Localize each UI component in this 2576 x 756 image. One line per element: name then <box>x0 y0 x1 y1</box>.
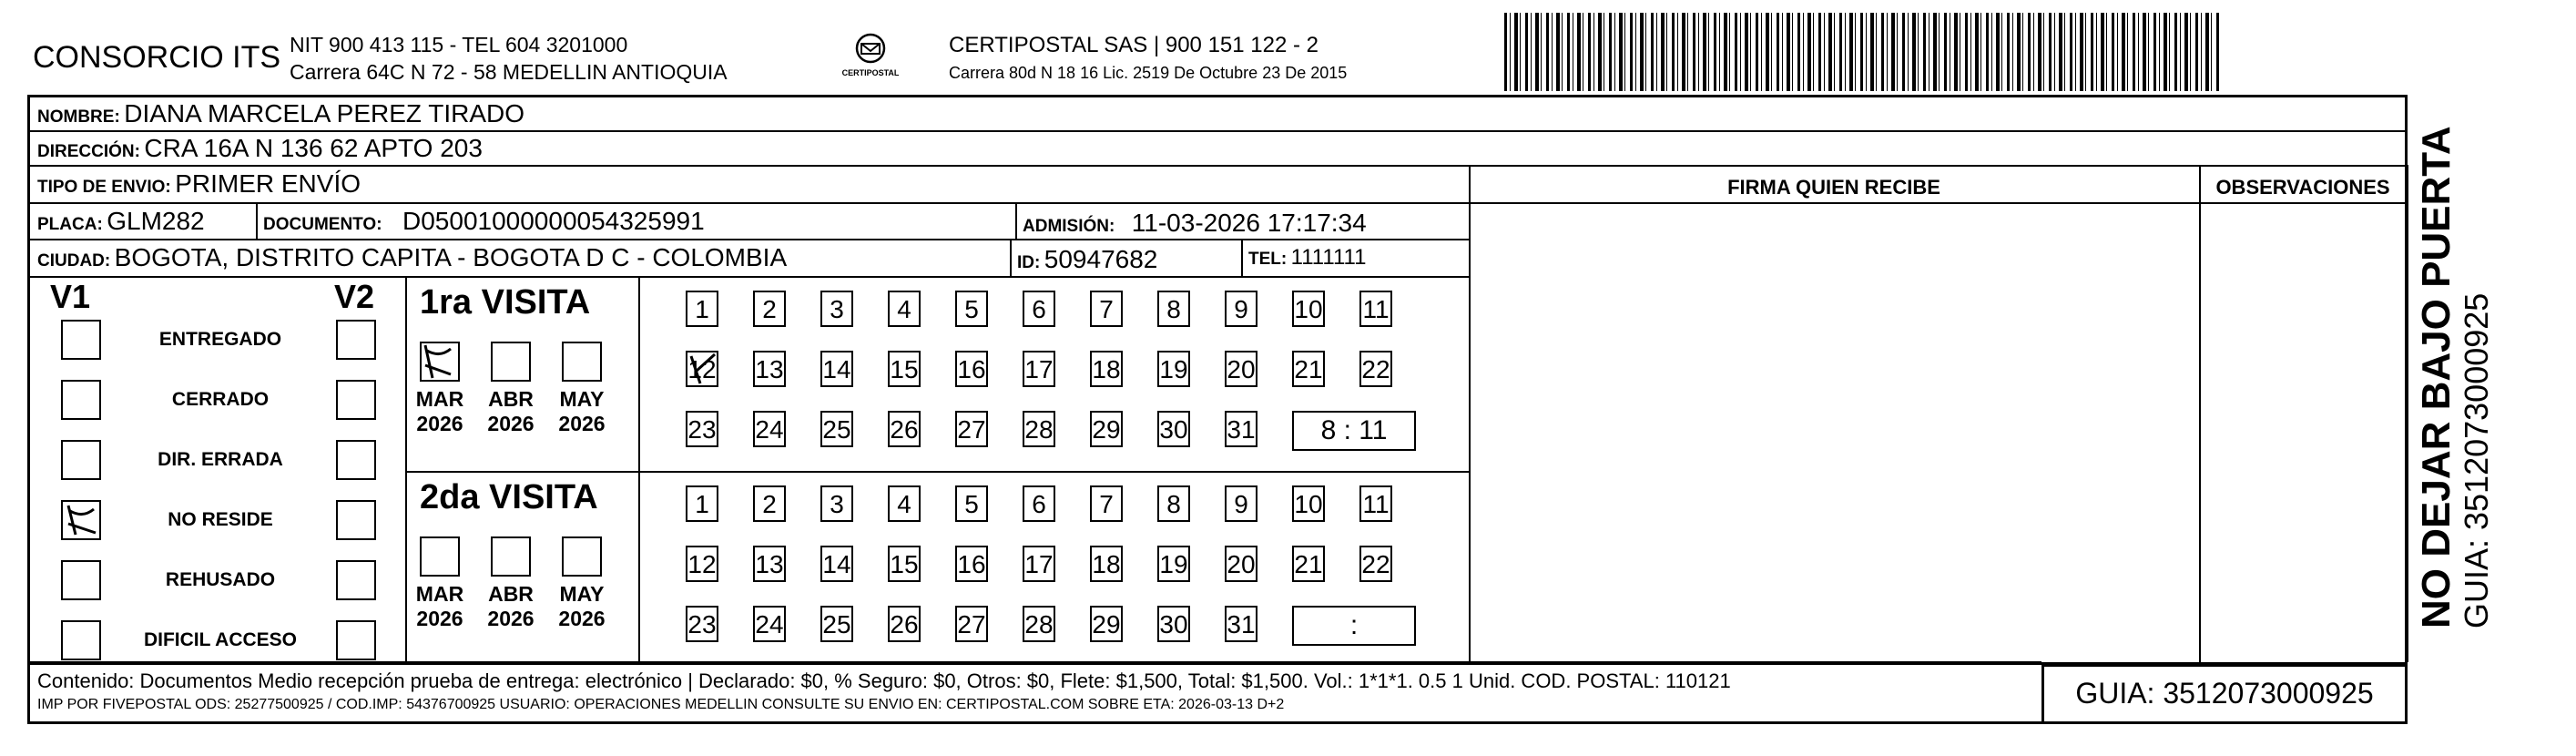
day-box[interactable]: 29 <box>1090 411 1123 447</box>
day-box[interactable]: 26 <box>888 606 921 642</box>
month-checkbox[interactable] <box>491 536 531 577</box>
v2-checkbox[interactable] <box>336 440 376 480</box>
day-box[interactable]: 14 <box>820 351 853 387</box>
day-box[interactable]: 31 <box>1225 411 1257 447</box>
footer-top-rule <box>27 661 2041 664</box>
day-box[interactable]: 3 <box>820 291 853 327</box>
day-box[interactable]: 22 <box>1359 546 1392 582</box>
firma-header: FIRMA QUIEN RECIBE <box>1727 176 1940 199</box>
carrier-info <box>949 33 1347 83</box>
day-box[interactable]: 16 <box>955 546 988 582</box>
direccion-label: DIRECCIÓN: <box>37 142 140 161</box>
company-name: CONSORCIO ITS <box>33 40 281 75</box>
day-box[interactable]: 25 <box>820 606 853 642</box>
day-box[interactable]: 15 <box>888 351 921 387</box>
day-box[interactable]: 3 <box>820 485 853 522</box>
tel-label: TEL: <box>1248 250 1288 269</box>
visit-time-field[interactable]: 8 : 11 <box>1292 411 1416 451</box>
day-box[interactable]: 10 <box>1292 291 1325 327</box>
day-box[interactable]: 13 <box>753 351 786 387</box>
day-box[interactable]: 13 <box>753 546 786 582</box>
day-box[interactable]: 30 <box>1157 606 1190 642</box>
day-box[interactable]: 16 <box>955 351 988 387</box>
placa-value: GLM282 <box>107 207 205 235</box>
direccion-row <box>37 134 483 163</box>
day-box[interactable]: 9 <box>1225 485 1257 522</box>
day-box[interactable]: 31 <box>1225 606 1257 642</box>
day-box[interactable]: 18 <box>1090 351 1123 387</box>
tipo-envio-label: TIPO DE ENVIO: <box>37 178 171 197</box>
day-box[interactable]: 6 <box>1023 291 1055 327</box>
nombre-value: DIANA MARCELA PEREZ TIRADO <box>124 99 525 128</box>
direccion-value: CRA 16A N 136 62 APTO 203 <box>144 134 483 162</box>
day-box[interactable]: 4 <box>888 485 921 522</box>
handwritten-check-icon <box>422 343 454 380</box>
visit-title: 1ra VISITA <box>420 283 591 322</box>
day-box[interactable]: 15 <box>888 546 921 582</box>
documento-field <box>263 207 705 236</box>
day-box[interactable]: 1 <box>686 485 718 522</box>
v1-checkbox[interactable] <box>61 500 101 540</box>
day-box[interactable]: 28 <box>1023 411 1055 447</box>
day-box[interactable]: 20 <box>1225 351 1257 387</box>
v2-checkbox[interactable] <box>336 500 376 540</box>
signature-area[interactable] <box>1471 205 2197 660</box>
day-box[interactable]: 1 <box>686 291 718 327</box>
month-label: ABR 2026 <box>487 387 535 435</box>
month-label: MAY 2026 <box>558 387 606 435</box>
nombre-label: NOMBRE: <box>37 107 120 127</box>
company-nit-tel: NIT 900 413 115 - TEL 604 3201000 <box>290 33 628 56</box>
day-box[interactable]: 23 <box>686 606 718 642</box>
day-box[interactable]: 10 <box>1292 485 1325 522</box>
footer-print-info: IMP POR FIVEPOSTAL ODS: 25277500925 / COD.IMP: 54376700925 USUARIO: OPERACIONES MEDELLIN CONSULTE SU ENVIO EN: CERTIPOSTAL.COM SOBRE ETA: 2026-03-13 D+2 <box>37 697 1285 712</box>
day-box[interactable]: 23 <box>686 411 718 447</box>
company-address: Carrera 64C N 72 - 58 MEDELLIN ANTIOQUIA <box>290 60 728 84</box>
day-box[interactable]: 7 <box>1090 291 1123 327</box>
status-label: DIR. ERRADA <box>158 449 283 470</box>
v1-checkbox[interactable] <box>61 380 101 420</box>
visit-time-field[interactable]: : <box>1292 606 1416 646</box>
ciudad-value: BOGOTA, DISTRITO CAPITA - BOGOTA D C - COLOMBIA <box>114 243 788 271</box>
day-box[interactable]: 11 <box>1359 485 1392 522</box>
month-checkbox[interactable] <box>562 342 602 382</box>
day-box[interactable]: 22 <box>1359 351 1392 387</box>
carrier-name: CERTIPOSTAL SAS | 900 151 122 - 2 <box>949 33 1319 57</box>
tipo-envio-value: PRIMER ENVÍO <box>175 169 361 198</box>
visit-title: 2da VISITA <box>420 478 598 516</box>
status-label: NO RESIDE <box>168 509 273 530</box>
v1-checkbox[interactable] <box>61 620 101 660</box>
nombre-row <box>37 99 524 128</box>
side-guia: GUIA: 3512073000925 <box>2458 292 2495 628</box>
day-box[interactable]: 9 <box>1225 291 1257 327</box>
observaciones-header: OBSERVACIONES <box>2215 176 2390 199</box>
day-box[interactable]: 5 <box>955 485 988 522</box>
month-label: MAR 2026 <box>415 582 464 630</box>
month-checkbox[interactable] <box>491 342 531 382</box>
v2-checkbox[interactable] <box>336 560 376 600</box>
day-box[interactable]: 14 <box>820 546 853 582</box>
handwritten-check-icon <box>63 502 99 538</box>
v2-label: V2 <box>334 278 375 315</box>
ciudad-label: CIUDAD: <box>37 251 111 271</box>
placa-field <box>37 207 205 236</box>
admision-value: 11-03-2026 17:17:34 <box>1131 209 1367 237</box>
observations-area[interactable] <box>2201 205 2405 660</box>
day-box[interactable]: 6 <box>1023 485 1055 522</box>
barcode <box>1504 13 2222 91</box>
month-checkbox[interactable] <box>420 342 460 382</box>
status-label: ENTREGADO <box>158 329 282 350</box>
tel-field <box>1248 245 1366 271</box>
month-checkbox[interactable] <box>420 536 460 577</box>
day-box[interactable]: 2 <box>753 291 786 327</box>
id-value: 50947682 <box>1044 245 1158 273</box>
status-label: CERRADO <box>171 389 270 410</box>
ciudad-field <box>37 243 787 272</box>
day-box[interactable]: 7 <box>1090 485 1123 522</box>
v1-checkbox[interactable] <box>61 320 101 360</box>
id-field <box>1017 245 1157 274</box>
day-box[interactable]: 26 <box>888 411 921 447</box>
status-label: REHUSADO <box>165 569 276 590</box>
day-box[interactable]: 5 <box>955 291 988 327</box>
day-box[interactable]: 17 <box>1023 351 1055 387</box>
guia-box <box>2041 664 2408 724</box>
carrier-address: Carrera 80d N 18 16 Lic. 2519 De Octubre 23 De 2015 <box>949 64 1348 82</box>
day-box[interactable]: 21 <box>1292 351 1325 387</box>
day-box[interactable]: 21 <box>1292 546 1325 582</box>
day-box[interactable]: 4 <box>888 291 921 327</box>
side-note <box>2415 126 2495 628</box>
placa-label: PLACA: <box>37 215 103 234</box>
admision-field <box>1023 209 1367 238</box>
month-checkbox[interactable] <box>562 536 602 577</box>
handwritten-check-icon <box>687 352 718 387</box>
v2-checkbox[interactable] <box>336 320 376 360</box>
documento-value: D05001000000054325991 <box>402 207 705 235</box>
day-box[interactable]: 27 <box>955 606 988 642</box>
day-box[interactable]: 27 <box>955 411 988 447</box>
month-label: MAY 2026 <box>558 582 606 630</box>
day-box[interactable]: 11 <box>1359 291 1392 327</box>
side-warning: NO DEJAR BAJO PUERTA <box>2414 126 2459 628</box>
logo-text: CERTIPOSTAL <box>841 68 900 77</box>
v1-label: V1 <box>50 278 91 315</box>
footer-contents: Contenido: Documentos Medio recepción prueba de entrega: electrónico | Declarado: $0, % Seguro: $0, Otros: $0, Flete: $1,500, Total: $1,500. Vol.: 1*1*1. 0.5 1 Unid. COD. POSTAL: 110121 <box>37 669 1731 692</box>
tel-value: 1111111 <box>1290 245 1367 270</box>
day-box[interactable]: 12 <box>686 351 718 387</box>
day-box[interactable]: 8 <box>1157 291 1190 327</box>
footer-bottom-rule <box>27 721 2408 724</box>
certipostal-logo <box>834 33 907 77</box>
day-box[interactable]: 20 <box>1225 546 1257 582</box>
day-box[interactable]: 25 <box>820 411 853 447</box>
day-box[interactable]: 29 <box>1090 606 1123 642</box>
envelope-logo-icon <box>852 33 889 64</box>
id-label: ID: <box>1017 253 1041 272</box>
month-label: ABR 2026 <box>487 582 535 630</box>
v1-checkbox[interactable] <box>61 440 101 480</box>
day-box[interactable]: 8 <box>1157 485 1190 522</box>
day-box[interactable]: 24 <box>753 606 786 642</box>
status-label: DIFICIL ACCESO <box>143 629 297 650</box>
company-info <box>290 31 728 86</box>
guia-number: GUIA: 3512073000925 <box>2075 677 2374 710</box>
day-box[interactable]: 2 <box>753 485 786 522</box>
day-box[interactable]: 17 <box>1023 546 1055 582</box>
day-box[interactable]: 28 <box>1023 606 1055 642</box>
day-box[interactable]: 19 <box>1157 351 1190 387</box>
day-box[interactable]: 24 <box>753 411 786 447</box>
documento-label: DOCUMENTO: <box>263 215 382 234</box>
v2-checkbox[interactable] <box>336 380 376 420</box>
tipo-envio-row <box>37 169 361 199</box>
footer-left-rule <box>27 661 30 724</box>
day-box[interactable]: 19 <box>1157 546 1190 582</box>
month-label: MAR 2026 <box>415 387 464 435</box>
v1-checkbox[interactable] <box>61 560 101 600</box>
admision-label: ADMISIÓN: <box>1023 217 1115 236</box>
day-box[interactable]: 18 <box>1090 546 1123 582</box>
day-box[interactable]: 30 <box>1157 411 1190 447</box>
day-box[interactable]: 12 <box>686 546 718 582</box>
v2-checkbox[interactable] <box>336 620 376 660</box>
